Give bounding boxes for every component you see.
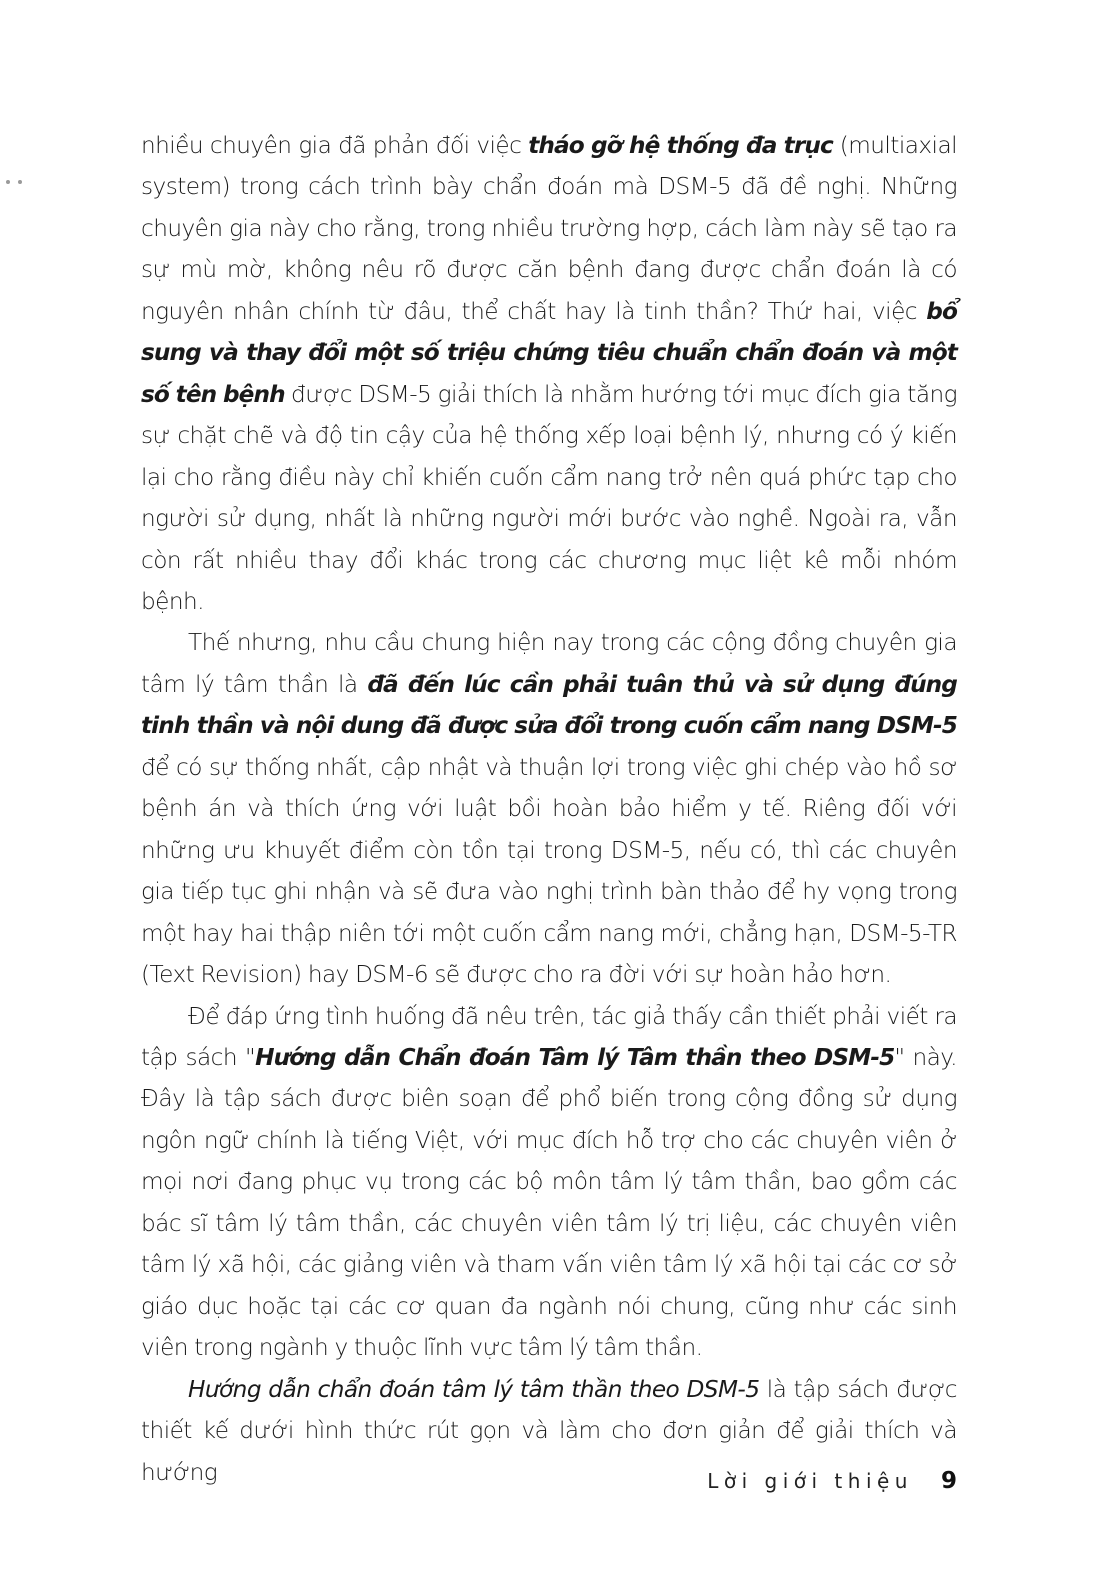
paragraph-1 — [141, 125, 957, 622]
page-footer — [707, 1468, 957, 1494]
text-run: (multiaxial system) trong cách trình bày chẩn đoán mà DSM-5 đã đề nghị. Những chuyên gia này cho rằng, trong nhiều trường hợp, cách làm này sẽ tạo ra sự mù mờ, không nêu rõ được căn bệnh đang được chẩn đoán là có nguyên nhân chính từ đâu, thể chất hay là tinh thần? Thứ hai, việc — [141, 132, 957, 325]
page-body — [141, 125, 957, 1493]
margin-dot — [6, 180, 10, 184]
emphasis-run: bổ sung và thay đổi một số triệu chứng tiêu chuẩn chẩn đoán và một số tên bệnh — [141, 297, 957, 408]
paragraph-2 — [141, 622, 957, 995]
emphasis-run: tháo gỡ hệ thống đa trục — [528, 132, 833, 159]
text-run: là tập sách được thiết kế dưới hình thức rút gọn và làm cho đơn giản để giải thích và hướng — [141, 1375, 957, 1486]
book-title-emphasis: Hướng dẫn Chẩn đoán Tâm lý Tâm thần theo DSM-5 — [255, 1043, 895, 1071]
text-run: " này. Đây là tập sách được biên soạn để phổ biến trong cộng đồng sử dụng ngôn ngữ chính là tiếng Việt, với mục đích hỗ trợ cho các chuyên viên ở mọi nơi đang phục vụ trong các bộ môn tâm lý tâm thần, bao gồm các bác sĩ tâm lý tâm thần, các chuyên viên tâm lý trị liệu, các chuyên viên tâm lý xã hội, các giảng viên và tham vấn viên tâm lý xã hội tại các cơ sở giáo dục hoặc tại các cơ quan đa ngành nói chung, cũng như các sinh viên trong ngành y thuộc lĩnh vực tâm lý tâm thần. — [141, 1043, 957, 1362]
margin-dot — [18, 180, 22, 184]
emphasis-run: đã đến lúc cần phải tuân thủ và sử dụng đúng tinh thần và nội dung đã được sửa đổi trong cuốn cẩm nang DSM-5 — [141, 670, 957, 740]
text-run: nhiều chuyên gia đã phản đối việc — [141, 132, 529, 159]
page-number: 9 — [940, 1468, 957, 1494]
margin-marks — [6, 180, 22, 184]
text-run: Thế nhưng, nhu cầu chung hiện nay trong các cộng đồng chuyên gia tâm lý tâm thần là — [141, 629, 957, 698]
text-run: Để đáp ứng tình huống đã nêu trên, tác giả thấy cần thiết phải viết ra tập sách " — [141, 1002, 957, 1071]
paragraph-3 — [141, 996, 957, 1369]
text-run: để có sự thống nhất, cập nhật và thuận lợi trong việc ghi chép vào hồ sơ bệnh án và thích ứng với luật bồi hoàn bảo hiểm y tế. Riêng đối với những ưu khuyết điểm còn tồn tại trong DSM-5, nếu có, thì các chuyên gia tiếp tục ghi nhận và sẽ đưa vào nghị trình bàn thảo để hy vọng trong một hay hai thập niên tới một cuốn cẩm nang mới, chẳng hạn, DSM-5-TR (Text Revision) hay DSM-6 sẽ được cho ra đời với sự hoàn hảo hơn. — [141, 753, 957, 989]
running-footer-section: Lời giới thiệu — [707, 1469, 913, 1493]
book-title-italic: Hướng dẫn chẩn đoán tâm lý tâm thần theo DSM-5 — [188, 1375, 760, 1403]
text-run: được DSM-5 giải thích là nhằm hướng tới mục đích gia tăng sự chặt chẽ và độ tin cậy của hệ thống xếp loại bệnh lý, nhưng có ý kiến lại cho rằng điều này chỉ khiến cuốn cẩm nang trở nên quá phức tạp cho người sử dụng, nhất là những người mới bước vào nghề. Ngoài ra, vẫn còn rất nhiều thay đổi khác trong các chương mục liệt kê mỗi nhóm bệnh. — [141, 380, 957, 615]
